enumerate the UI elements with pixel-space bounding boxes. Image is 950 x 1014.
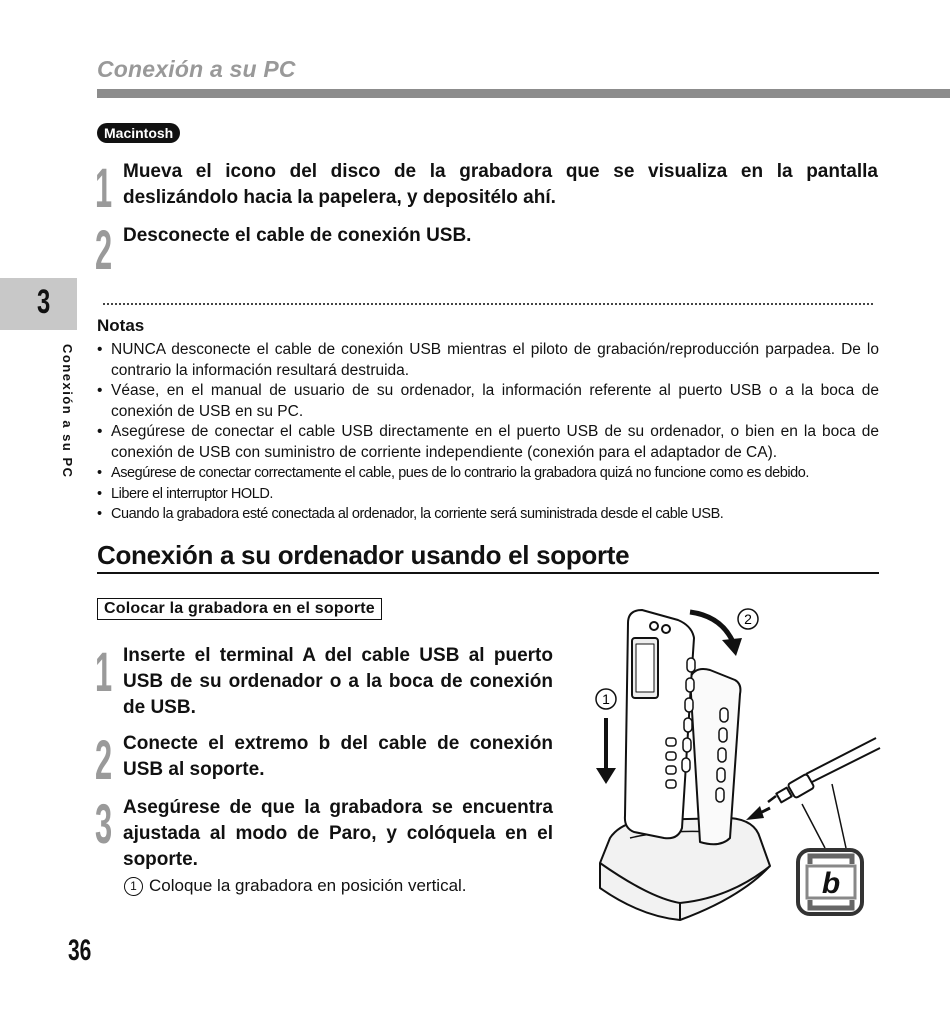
step-number: 2: [95, 218, 113, 281]
step-text: Conecte el extremo b del cable de conexión USB al soporte.: [123, 733, 553, 780]
macintosh-badge: Macintosh: [97, 123, 180, 143]
notes-title: Notas: [97, 316, 145, 335]
step-number: 1: [95, 156, 113, 219]
chapter-side-label: Conexión a su PC: [60, 344, 75, 479]
note-item: • NUNCA desconecte el cable de conexión USB mientras el piloto de grabación/reproducción parpadea. De lo contrario la información resultará destruida.: [97, 340, 879, 381]
dotted-divider: [103, 303, 873, 305]
chapter-number: 3: [37, 283, 51, 321]
step-text: Desconecte el cable de conexión USB.: [123, 225, 472, 246]
page-number: 36: [68, 934, 92, 967]
section-title: Conexión a su ordenador usando el soporte: [97, 540, 630, 570]
note-item: • Asegúrese de conectar correctamente el cable, pues de lo contrario la grabadora quizá no funcione como es debido.: [97, 463, 879, 484]
step-text: Mueva el icono del disco de la grabadora que se visualiza en la pantalla deslizándolo hacia la papelera, y depositélo ahí.: [123, 161, 878, 208]
recorder-cradle-illustration: [570, 598, 890, 928]
substep-marker: 1: [124, 877, 143, 896]
illustration-label-2: 2: [744, 611, 752, 627]
note-item: • Véase, en el manual de usuario de su ordenador, la información referente al puerto USB o a la boca de conexión de USB en su PC.: [97, 381, 879, 422]
step-number: 3: [95, 792, 113, 855]
substep: [124, 876, 467, 896]
step-number: 2: [95, 728, 113, 791]
notes-list: [97, 340, 879, 525]
step-text: Asegúrese de que la grabadora se encuentra ajustada al modo de Paro, y colóquela en el soporte.: [123, 797, 553, 870]
illustration-label-1: 1: [602, 691, 610, 707]
substep-text: Coloque la grabadora en posición vertical.: [149, 876, 467, 895]
step-text: Inserte el terminal A del cable USB al puerto USB de su ordenador o a la boca de conexión de USB.: [123, 645, 553, 718]
header-rule: [97, 89, 950, 98]
boxed-subheading: Colocar la grabadora en el soporte: [97, 598, 382, 620]
note-item: • Cuando la grabadora esté conectada al ordenador, la corriente será suministrada desde el cable USB.: [97, 504, 879, 525]
page-header-title: Conexión a su PC: [97, 56, 296, 82]
note-item: • Libere el interruptor HOLD.: [97, 484, 879, 505]
section-rule: [97, 572, 879, 574]
connector-b-label: b: [821, 867, 841, 900]
note-item: • Asegúrese de conectar el cable USB directamente en el puerto USB de su ordenador, o bien en la boca de conexión de USB con suministro de corriente independiente (conexión para el adaptador de CA).: [97, 422, 879, 463]
step-number: 1: [95, 640, 113, 703]
